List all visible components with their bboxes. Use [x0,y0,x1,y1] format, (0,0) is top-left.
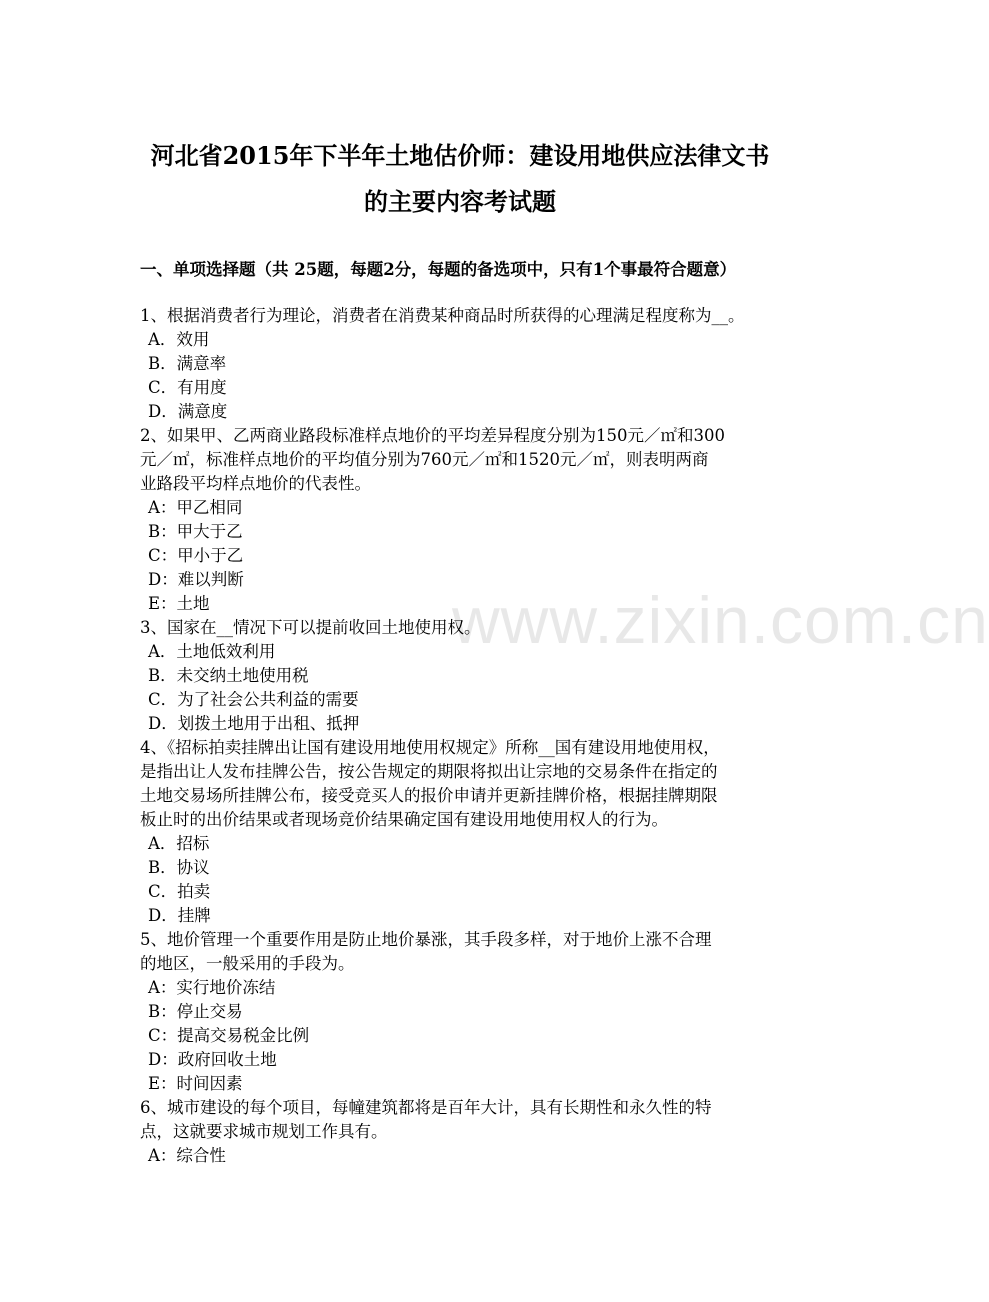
answer-option: C．拍卖 [148,882,211,901]
answer-option: D：难以判断 [148,570,244,589]
answer-option: A：综合性 [148,1146,226,1165]
answer-option: B．未交纳土地使用税 [148,666,309,685]
question-list [140,304,790,1168]
question-text-line: 2、如果甲、乙两商业路段标准样点地价的平均差异程度分别为150元／㎡和300 [140,426,725,445]
answer-option: A：甲乙相同 [148,498,243,517]
question-text-line: 的地区，一般采用的手段为。 [140,954,355,973]
answer-option: E：时间因素 [148,1074,243,1093]
answer-option: A．效用 [148,330,210,349]
question-block [140,1096,790,1168]
answer-option: C：提高交易税金比例 [148,1026,310,1045]
answer-option: E：土地 [148,594,210,613]
answer-option: A．土地低效利用 [148,642,276,661]
answer-option: A．招标 [148,834,210,853]
answer-option: B．满意率 [148,354,227,373]
answer-option: D．满意度 [148,402,228,421]
answer-option: B：停止交易 [148,1002,243,1021]
document-title-line-1: 河北省2015年下半年土地估价师：建设用地供应法律文书 [150,141,770,170]
document-title-line-2: 的主要内容考试题 [364,187,556,216]
question-text-line: 3、国家在__情况下可以提前收回土地使用权。 [140,618,481,637]
watermark: www.zixin.com.cn [452,583,989,657]
question-block [140,736,790,928]
answer-option: D：政府回收土地 [148,1050,277,1069]
question-text-line: 4、《招标拍卖挂牌出让国有建设用地使用权规定》所称__国有建设用地使用权， [140,738,720,757]
section-heading: 一、单项选择题（共 25题，每题2分，每题的备选项中，只有1个事最符合题意） [140,260,737,279]
answer-option: C．有用度 [148,378,227,397]
answer-option: A：实行地价冻结 [148,978,276,997]
question-text-line: 1、根据消费者行为理论，消费者在消费某种商品时所获得的心理满足程度称为__。 [140,306,745,325]
answer-option: D．划拨土地用于出租、抵押 [148,714,360,733]
question-text-line: 业路段平均样点地价的代表性。 [140,474,371,493]
answer-option: D．挂牌 [148,906,211,925]
question-block [140,616,790,736]
question-text-line: 6、城市建设的每个项目，每幢建筑都将是百年大计，具有长期性和永久性的特 [140,1098,712,1117]
question-text-line: 是指出让人发布挂牌公告，按公告规定的期限将拟出让宗地的交易条件在指定的 [140,762,718,781]
answer-option: C：甲小于乙 [148,546,244,565]
question-text-line: 点，这就要求城市规划工作具有。 [140,1122,388,1141]
answer-option: B：甲大于乙 [148,522,243,541]
question-block [140,928,790,1096]
question-block [140,304,790,424]
question-text-line: 元／㎡，标准样点地价的平均值分别为760元／㎡和1520元／㎡，则表明两商 [140,450,709,469]
answer-option: C．为了社会公共利益的需要 [148,690,359,709]
answer-option: B．协议 [148,858,210,877]
question-block [140,424,790,616]
question-text-line: 板止时的出价结果或者现场竞价结果确定国有建设用地使用权人的行为。 [140,810,668,829]
question-text-line: 5、地价管理一个重要作用是防止地价暴涨，其手段多样，对于地价上涨不合理 [140,930,712,949]
question-text-line: 土地交易场所挂牌公布，接受竞买人的报价申请并更新挂牌价格，根据挂牌期限 [140,786,718,805]
